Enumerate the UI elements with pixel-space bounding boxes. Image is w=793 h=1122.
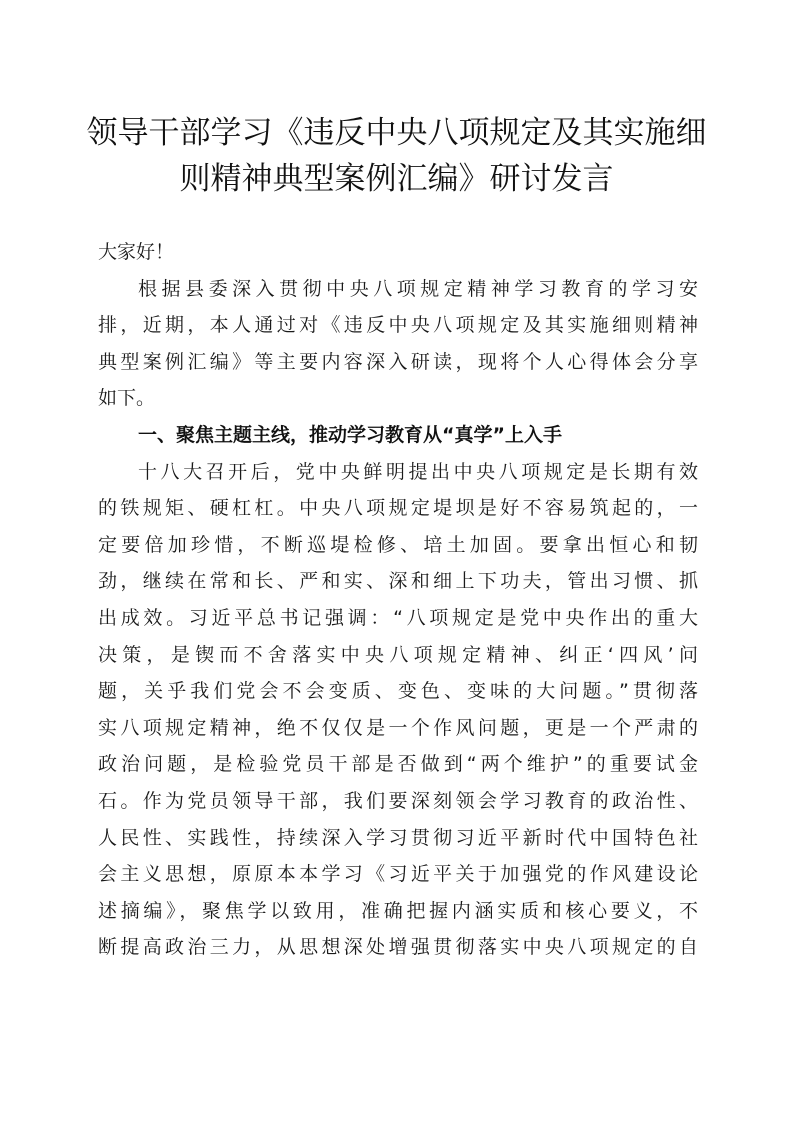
section-line: 决策，是锲而不舍落实中央八项规定精神、纠正‘四风’问 [98,643,698,666]
intro-line: 根据县委深入贯彻中央八项规定精神学习教育的学习安 [138,277,698,300]
section-line: 定要倍加珍惜，不断巡堤检修、培土加固。要拿出恒心和韧 [98,533,698,556]
intro-paragraph [98,271,698,417]
section-line: 人民性、实践性，持续深入学习贯彻习近平新时代中国特色社 [98,826,698,849]
section-line: 石。作为党员领导干部，我们要深刻领会学习教育的政治性、 [98,789,698,812]
section-line: 劲，继续在常和长、严和实、深和细上下功夫，管出习惯、抓 [98,570,698,593]
section-line: 出成效。习近平总书记强调：“八项规定是党中央作出的重大 [98,606,698,629]
intro-line: 如下。 [98,387,156,410]
document-body [98,234,698,966]
section-heading: 一、聚焦主题主线，推动学习教育从“真学”上入手 [138,423,562,446]
section-line: 政治问题，是检验党员干部是否做到“两个维护”的重要试金 [98,753,698,776]
section-line: 述摘编》，聚焦学以致用，准确把握内涵实质和核心要义，不 [98,899,698,922]
section-line: 十八大召开后，党中央鲜明提出中央八项规定是长期有效 [138,460,698,483]
intro-line: 典型案例汇编》等主要内容深入研读，现将个人心得体会分享 [98,350,698,373]
section-line: 的铁规矩、硬杠杠。中央八项规定堤坝是好不容易筑起的，一 [98,497,698,520]
section-line: 会主义思想，原原本本学习《习近平关于加强党的作风建设论 [98,863,698,886]
section-line: 题，关乎我们党会不会变质、变色、变味的大问题。”贯彻落 [98,680,698,703]
title-line-2: 则精神典型案例汇编》研讨发言 [179,161,614,197]
section-paragraph [98,454,698,966]
section-line: 实八项规定精神，绝不仅仅是一个作风问题，更是一个严肃的 [98,716,698,739]
section-line: 断提高政治三力，从思想深处增强贯彻落实中央八项规定的自 [98,936,698,959]
document-title [60,110,733,202]
intro-line: 排，近期，本人通过对《违反中央八项规定及其实施细则精神 [98,314,698,337]
title-line-1: 领导干部学习《违反中央八项规定及其实施细 [86,115,707,151]
greeting: 大家好！ [98,241,175,263]
